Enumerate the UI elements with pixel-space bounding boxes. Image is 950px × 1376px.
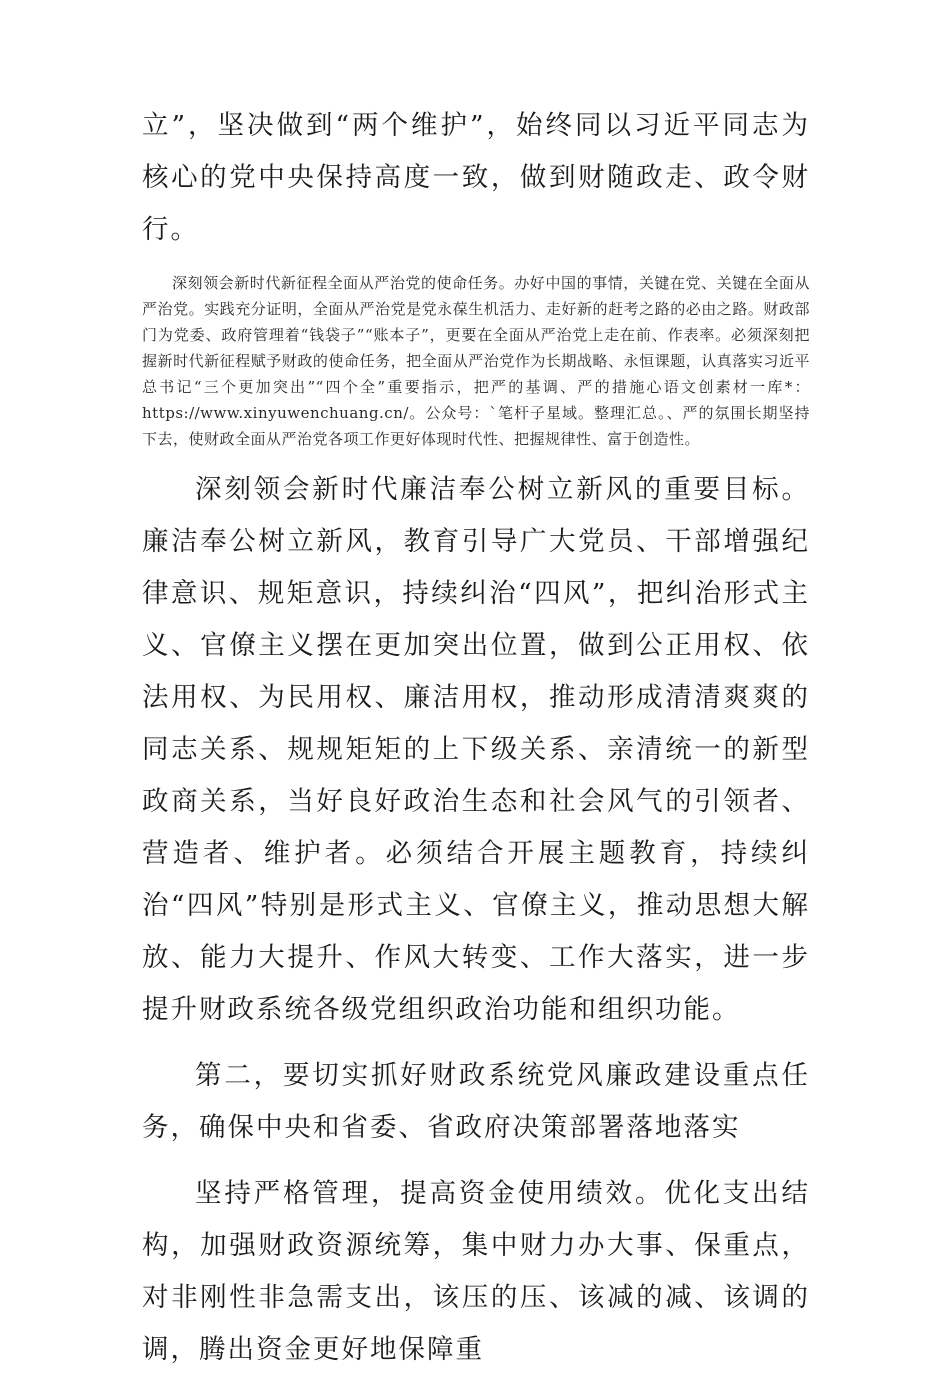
paragraph-clean-governance: 深刻领会新时代廉洁奉公树立新风的重要目标。廉洁奉公树立新风，教育引导广大党员、干部增强纪律意识、规矩意识，持续纠治“四风”，把纠治形式主义、官僚主义摆在更加突出位置，做到公正用权、依法用权、为民用权、廉洁用权，推动形成清清爽爽的同志关系、规规矩矩的上下级关系、亲清统一的新型政商关系，当好良好政治生态和社会风气的引领者、营造者、维护者。必须结合开展主题教育，持续纠治“四风”特别是形式主义、官僚主义，推动思想大解放、能力大提升、作风大转变、工作大落实，进一步提升财政系统各级党组织政治功能和组织功能。 (142, 474, 810, 1025)
paragraph-small-print: 深刻领会新时代新征程全面从严治党的使命任务。办好中国的事情，关键在党、关键在全面从严治党。实践充分证明，全面从严治党是党永葆生机活力、走好新的赶考之路的必由之路。财政部门为党委、政府管理着“钱袋子”“账本子”，更要在全面从严治党上走在前、作表率。必须深刻把握新时代新征程赋予财政的使命任务，把全面从严治党作为长期战略、永恒课题，认真落实习近平总书记“三个更加突出”“四个全”重要指示，把严的基调、严的措施心语文创素材一库*：https://www.xinyuwenchuang.cn/。公众号：`笔杆子星域。整理汇总。、严的氛围长期坚持下去，使财政全面从严治党各项工作更好体现时代性、把握规律性、富于创造性。 (142, 274, 810, 448)
section-heading-second: 第二，要切实抓好财政系统党风廉政建设重点任务，确保中央和省委、省政府决策部署落地落实 (142, 1060, 810, 1143)
paragraph-continuation: 立”，坚决做到“两个维护”，始终同以习近平同志为核心的党中央保持高度一致，做到财随政走、政令财行。 (142, 110, 810, 245)
paragraph-strict-management: 坚持严格管理，提高资金使用绩效。优化支出结构，加强财政资源统筹，集中财力办大事、保重点，对非刚性非急需支出，该压的压、该减的减、该调的调，腾出资金更好地保障重 (142, 1178, 810, 1365)
document-page (142, 100, 810, 1376)
